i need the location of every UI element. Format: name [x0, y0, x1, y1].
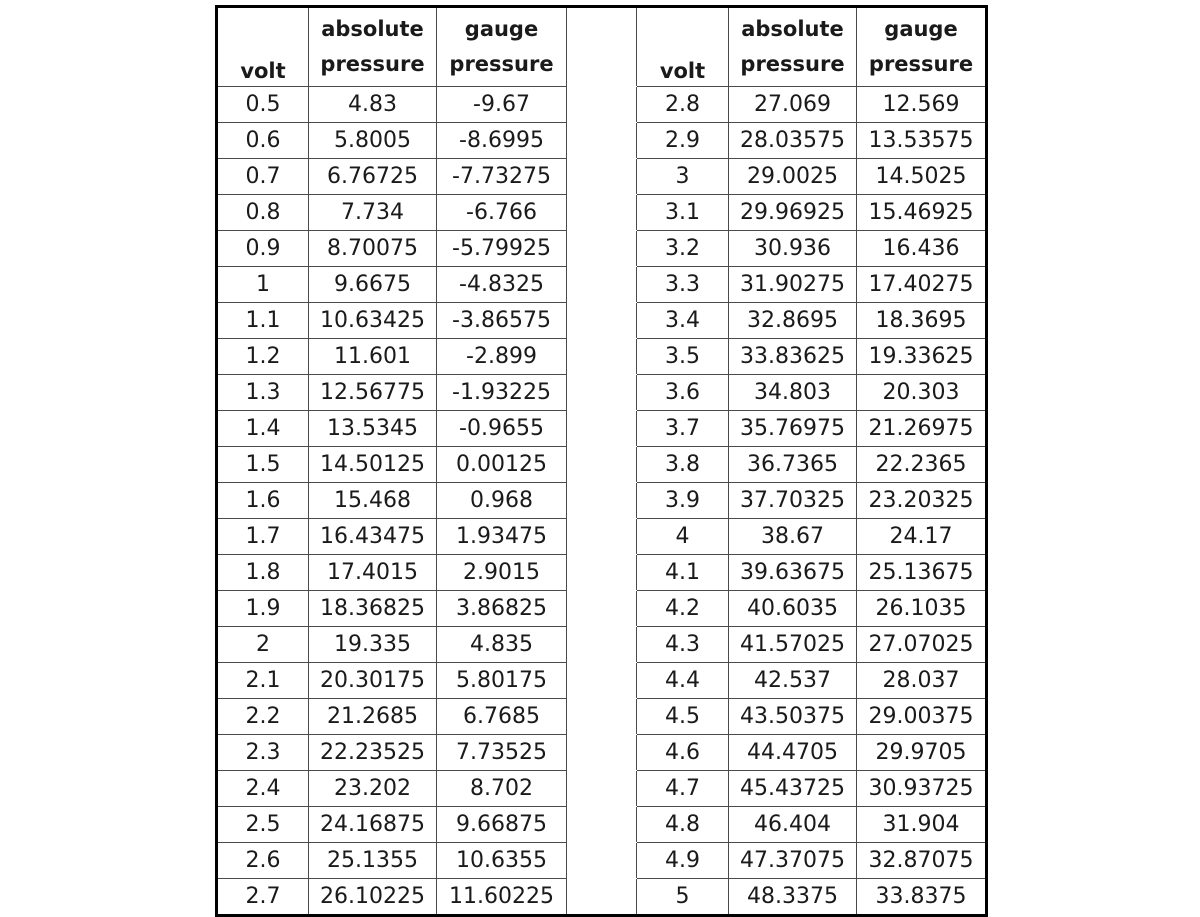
column-gap [567, 807, 637, 843]
header-label-line: pressure [449, 52, 554, 76]
table-row [217, 231, 987, 267]
absolute-pressure-cell-right: 39.63675 [729, 555, 857, 591]
column-gap [567, 7, 637, 87]
volt-cell-right: 2.8 [637, 87, 729, 123]
header-label-line: absolute [741, 17, 844, 41]
volt-cell-left: 0.9 [217, 231, 309, 267]
absolute-pressure-cell-right: 28.03575 [729, 123, 857, 159]
gauge-pressure-cell-left: 10.6355 [437, 843, 567, 879]
absolute-pressure-cell-left: 16.43475 [309, 519, 437, 555]
absolute-pressure-cell-left: 18.36825 [309, 591, 437, 627]
header-label-line: pressure [740, 52, 845, 76]
column-gap [567, 519, 637, 555]
gauge-pressure-cell-right: 28.037 [857, 663, 987, 699]
volt-cell-right: 4.6 [637, 735, 729, 771]
column-gap [567, 123, 637, 159]
header-label-line: gauge [464, 17, 539, 41]
header-volt-left: volt [217, 7, 309, 87]
absolute-pressure-cell-left: 11.601 [309, 339, 437, 375]
column-gap [567, 87, 637, 123]
volt-cell-right: 3.4 [637, 303, 729, 339]
column-gap [567, 159, 637, 195]
volt-cell-left: 1 [217, 267, 309, 303]
gauge-pressure-cell-left: -3.86575 [437, 303, 567, 339]
absolute-pressure-cell-right: 43.50375 [729, 699, 857, 735]
volt-cell-left: 1.6 [217, 483, 309, 519]
table-row [217, 375, 987, 411]
volt-cell-right: 4.1 [637, 555, 729, 591]
table-row [217, 735, 987, 771]
table-row [217, 447, 987, 483]
absolute-pressure-cell-left: 13.5345 [309, 411, 437, 447]
absolute-pressure-cell-right: 45.43725 [729, 771, 857, 807]
table-row [217, 159, 987, 195]
volt-cell-right: 4 [637, 519, 729, 555]
volt-cell-left: 1.8 [217, 555, 309, 591]
column-gap [567, 555, 637, 591]
table-row [217, 339, 987, 375]
volt-cell-right: 4.7 [637, 771, 729, 807]
volt-cell-right: 3.6 [637, 375, 729, 411]
absolute-pressure-cell-right: 40.6035 [729, 591, 857, 627]
gauge-pressure-cell-right: 18.3695 [857, 303, 987, 339]
column-gap [567, 591, 637, 627]
gauge-pressure-cell-right: 29.9705 [857, 735, 987, 771]
gauge-pressure-cell-left: -4.8325 [437, 267, 567, 303]
gauge-pressure-cell-right: 25.13675 [857, 555, 987, 591]
volt-cell-left: 2.7 [217, 879, 309, 916]
volt-cell-left: 2.5 [217, 807, 309, 843]
volt-cell-right: 3.9 [637, 483, 729, 519]
gauge-pressure-cell-right: 33.8375 [857, 879, 987, 916]
header-absolute-pressure-left [309, 7, 437, 87]
gauge-pressure-cell-left: 11.60225 [437, 879, 567, 916]
volt-cell-left: 2.6 [217, 843, 309, 879]
volt-cell-right: 4.4 [637, 663, 729, 699]
absolute-pressure-cell-left: 17.4015 [309, 555, 437, 591]
gauge-pressure-cell-right: 20.303 [857, 375, 987, 411]
table-row [217, 807, 987, 843]
absolute-pressure-cell-left: 7.734 [309, 195, 437, 231]
column-gap [567, 267, 637, 303]
absolute-pressure-cell-right: 37.70325 [729, 483, 857, 519]
volt-cell-right: 4.3 [637, 627, 729, 663]
volt-cell-left: 1.1 [217, 303, 309, 339]
header-label-line: gauge [884, 17, 958, 41]
volt-cell-left: 1.4 [217, 411, 309, 447]
absolute-pressure-cell-right: 33.83625 [729, 339, 857, 375]
header-label-line: absolute [321, 17, 424, 41]
header-gauge-pressure-right [857, 7, 987, 87]
gauge-pressure-cell-right: 21.26975 [857, 411, 987, 447]
gauge-pressure-cell-left: 7.73525 [437, 735, 567, 771]
volt-cell-right: 3.3 [637, 267, 729, 303]
gauge-pressure-cell-left: -1.93225 [437, 375, 567, 411]
column-gap [567, 375, 637, 411]
volt-cell-left: 2 [217, 627, 309, 663]
gauge-pressure-cell-right: 14.5025 [857, 159, 987, 195]
absolute-pressure-cell-left: 19.335 [309, 627, 437, 663]
gauge-pressure-cell-left: 0.00125 [437, 447, 567, 483]
gauge-pressure-cell-left: 4.835 [437, 627, 567, 663]
gauge-pressure-cell-left: -9.67 [437, 87, 567, 123]
absolute-pressure-cell-left: 26.10225 [309, 879, 437, 916]
absolute-pressure-cell-right: 42.537 [729, 663, 857, 699]
absolute-pressure-cell-left: 4.83 [309, 87, 437, 123]
gauge-pressure-cell-right: 32.87075 [857, 843, 987, 879]
volt-cell-left: 1.2 [217, 339, 309, 375]
absolute-pressure-cell-right: 34.803 [729, 375, 857, 411]
volt-cell-left: 1.7 [217, 519, 309, 555]
volt-cell-left: 2.1 [217, 663, 309, 699]
volt-cell-left: 0.8 [217, 195, 309, 231]
gauge-pressure-cell-right: 26.1035 [857, 591, 987, 627]
gauge-pressure-cell-right: 22.2365 [857, 447, 987, 483]
gauge-pressure-cell-left: -5.79925 [437, 231, 567, 267]
gauge-pressure-cell-right: 12.569 [857, 87, 987, 123]
volt-cell-right: 4.5 [637, 699, 729, 735]
absolute-pressure-cell-right: 44.4705 [729, 735, 857, 771]
gauge-pressure-cell-left: -8.6995 [437, 123, 567, 159]
volt-cell-left: 1.5 [217, 447, 309, 483]
table-row [217, 411, 987, 447]
absolute-pressure-cell-right: 36.7365 [729, 447, 857, 483]
absolute-pressure-cell-left: 24.16875 [309, 807, 437, 843]
absolute-pressure-cell-left: 5.8005 [309, 123, 437, 159]
absolute-pressure-cell-left: 25.1355 [309, 843, 437, 879]
gauge-pressure-cell-left: 5.80175 [437, 663, 567, 699]
pressure-voltage-table [215, 5, 988, 917]
absolute-pressure-cell-right: 32.8695 [729, 303, 857, 339]
gauge-pressure-cell-right: 13.53575 [857, 123, 987, 159]
table-row [217, 591, 987, 627]
gauge-pressure-cell-right: 29.00375 [857, 699, 987, 735]
table-row [217, 519, 987, 555]
volt-cell-right: 3.1 [637, 195, 729, 231]
volt-cell-left: 1.3 [217, 375, 309, 411]
table-row [217, 879, 987, 916]
column-gap [567, 699, 637, 735]
absolute-pressure-cell-left: 8.70075 [309, 231, 437, 267]
volt-cell-right: 2.9 [637, 123, 729, 159]
volt-cell-left: 0.6 [217, 123, 309, 159]
table-row [217, 555, 987, 591]
table-row [217, 627, 987, 663]
gauge-pressure-cell-right: 16.436 [857, 231, 987, 267]
absolute-pressure-cell-left: 6.76725 [309, 159, 437, 195]
table-row [217, 267, 987, 303]
gauge-pressure-cell-right: 15.46925 [857, 195, 987, 231]
gauge-pressure-cell-left: 2.9015 [437, 555, 567, 591]
gauge-pressure-cell-left: -6.766 [437, 195, 567, 231]
table-row [217, 87, 987, 123]
column-gap [567, 339, 637, 375]
header-gauge-pressure-left [437, 7, 567, 87]
gauge-pressure-cell-right: 19.33625 [857, 339, 987, 375]
absolute-pressure-cell-left: 12.56775 [309, 375, 437, 411]
absolute-pressure-cell-right: 27.069 [729, 87, 857, 123]
absolute-pressure-cell-right: 29.0025 [729, 159, 857, 195]
volt-cell-right: 4.9 [637, 843, 729, 879]
column-gap [567, 735, 637, 771]
gauge-pressure-cell-left: 9.66875 [437, 807, 567, 843]
gauge-pressure-cell-right: 23.20325 [857, 483, 987, 519]
gauge-pressure-cell-left: 0.968 [437, 483, 567, 519]
header-volt-right: volt [637, 7, 729, 87]
column-gap [567, 411, 637, 447]
volt-cell-right: 4.2 [637, 591, 729, 627]
header-label-line: pressure [868, 52, 974, 76]
volt-cell-right: 3.8 [637, 447, 729, 483]
volt-cell-left: 2.4 [217, 771, 309, 807]
absolute-pressure-cell-left: 20.30175 [309, 663, 437, 699]
table-row [217, 663, 987, 699]
absolute-pressure-cell-right: 46.404 [729, 807, 857, 843]
column-gap [567, 447, 637, 483]
table-row [217, 303, 987, 339]
volt-cell-left: 1.9 [217, 591, 309, 627]
gauge-pressure-cell-left: 3.86825 [437, 591, 567, 627]
column-gap [567, 483, 637, 519]
gauge-pressure-cell-right: 17.40275 [857, 267, 987, 303]
column-gap [567, 231, 637, 267]
table-row [217, 483, 987, 519]
column-gap [567, 627, 637, 663]
table-row [217, 123, 987, 159]
volt-cell-right: 5 [637, 879, 729, 916]
header-absolute-pressure-right [729, 7, 857, 87]
absolute-pressure-cell-right: 35.76975 [729, 411, 857, 447]
absolute-pressure-cell-left: 22.23525 [309, 735, 437, 771]
absolute-pressure-cell-right: 31.90275 [729, 267, 857, 303]
absolute-pressure-cell-right: 38.67 [729, 519, 857, 555]
gauge-pressure-cell-right: 31.904 [857, 807, 987, 843]
volt-cell-left: 0.5 [217, 87, 309, 123]
column-gap [567, 195, 637, 231]
absolute-pressure-cell-left: 21.2685 [309, 699, 437, 735]
gauge-pressure-cell-left: 1.93475 [437, 519, 567, 555]
absolute-pressure-cell-right: 48.3375 [729, 879, 857, 916]
table-row [217, 843, 987, 879]
table-row [217, 771, 987, 807]
absolute-pressure-cell-left: 10.63425 [309, 303, 437, 339]
column-gap [567, 663, 637, 699]
gauge-pressure-cell-left: 6.7685 [437, 699, 567, 735]
header-row [217, 7, 987, 87]
absolute-pressure-cell-right: 30.936 [729, 231, 857, 267]
absolute-pressure-cell-left: 15.468 [309, 483, 437, 519]
column-gap [567, 879, 637, 916]
gauge-pressure-cell-left: -0.9655 [437, 411, 567, 447]
volt-cell-right: 3 [637, 159, 729, 195]
gauge-pressure-cell-right: 30.93725 [857, 771, 987, 807]
absolute-pressure-cell-right: 47.37075 [729, 843, 857, 879]
header-label-line: pressure [320, 52, 425, 76]
volt-cell-right: 3.5 [637, 339, 729, 375]
absolute-pressure-cell-left: 9.6675 [309, 267, 437, 303]
absolute-pressure-cell-left: 23.202 [309, 771, 437, 807]
volt-cell-right: 3.2 [637, 231, 729, 267]
gauge-pressure-cell-left: -7.73275 [437, 159, 567, 195]
absolute-pressure-cell-right: 29.96925 [729, 195, 857, 231]
volt-cell-right: 4.8 [637, 807, 729, 843]
table-row [217, 699, 987, 735]
gauge-pressure-cell-left: 8.702 [437, 771, 567, 807]
column-gap [567, 771, 637, 807]
volt-cell-left: 0.7 [217, 159, 309, 195]
column-gap [567, 843, 637, 879]
gauge-pressure-cell-left: -2.899 [437, 339, 567, 375]
column-gap [567, 303, 637, 339]
gauge-pressure-cell-right: 27.07025 [857, 627, 987, 663]
volt-cell-right: 3.7 [637, 411, 729, 447]
volt-cell-left: 2.3 [217, 735, 309, 771]
absolute-pressure-cell-left: 14.50125 [309, 447, 437, 483]
table-row [217, 195, 987, 231]
gauge-pressure-cell-right: 24.17 [857, 519, 987, 555]
volt-cell-left: 2.2 [217, 699, 309, 735]
absolute-pressure-cell-right: 41.57025 [729, 627, 857, 663]
